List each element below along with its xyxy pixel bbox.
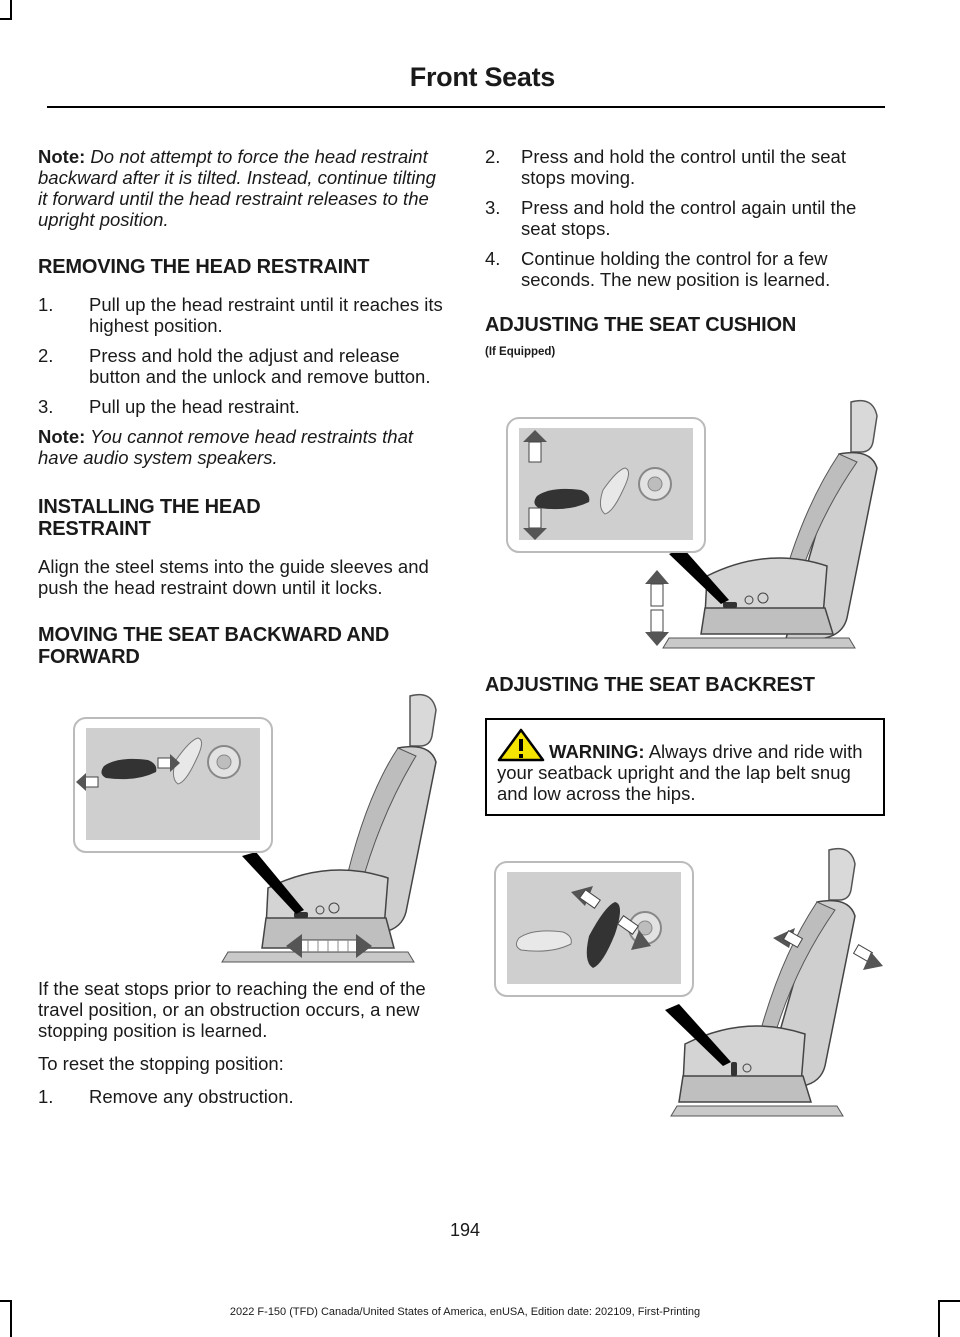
- heading-moving-seat: MOVING THE SEAT BACKWARD AND FORWARD: [38, 624, 390, 668]
- seat-illustration-svg: [485, 372, 885, 652]
- install-text: Align the steel stems into the guide sleeves and push the head restraint down until it locks.: [38, 556, 429, 598]
- heading-installing-head-restraint: INSTALLING THE HEAD RESTRAINT: [38, 496, 261, 540]
- heading-seat-cushion: ADJUSTING THE SEAT CUSHION: [485, 314, 797, 336]
- reset-steps-continued-list: [485, 146, 885, 290]
- crop-mark: [0, 1300, 12, 1302]
- reset-intro-text: To reset the stopping position:: [38, 1053, 284, 1074]
- note-audio-speakers: Note: You cannot remove head restraints that have audio system speakers.: [38, 426, 414, 468]
- warning-box: WARNING: Always drive and ride with your seatback upright and the lap belt snug and low across the hips.: [485, 718, 885, 816]
- title-rule: [47, 106, 885, 108]
- edition-footer: 2022 F-150 (TFD) Canada/United States of America, enUSA, Edition date: 202109, First-Printing: [229, 1306, 701, 1318]
- seat-fore-aft-illustration: [38, 678, 444, 964]
- crop-mark: [938, 1300, 960, 1302]
- list-item: 2. Press and hold the control until the seat stops moving.: [485, 146, 846, 188]
- seat-backrest-illustration: [485, 838, 885, 1128]
- remove-steps-list: [38, 294, 444, 417]
- page-number: 194: [449, 1220, 481, 1240]
- seat-illustration-svg: [38, 678, 444, 964]
- heading-seat-backrest: ADJUSTING THE SEAT BACKREST: [485, 674, 815, 696]
- crop-mark: [0, 18, 12, 20]
- if-equipped-label: (If Equipped): [485, 346, 556, 358]
- up-down-arrow-icon: [645, 570, 669, 646]
- crop-mark: [10, 0, 12, 20]
- crop-mark: [938, 1300, 940, 1337]
- list-item: 4. Continue holding the control for a few seconds. The new position is learned.: [485, 248, 831, 290]
- seat-illustration-svg: [485, 838, 885, 1128]
- list-item: 3. Press and hold the control again until the seat stops.: [485, 197, 857, 239]
- right-column: [485, 146, 885, 1142]
- note-head-restraint: Note: Do not attempt to force the head restraint backward after it is tilted. Instead, continue tilting it forward until the head restraint releases to the upright position.: [38, 146, 436, 230]
- list-item: 2. Press and hold the adjust and release button and the unlock and remove button.: [38, 345, 431, 387]
- warning-triangle-icon: [497, 728, 545, 762]
- reset-steps-list: [38, 1086, 444, 1107]
- stop-position-text: If the seat stops prior to reaching the end of the travel position, or an obstruction occurs, a new stopping position is learned.: [38, 978, 426, 1041]
- heading-removing-head-restraint: REMOVING THE HEAD RESTRAINT: [38, 256, 370, 278]
- list-item: 1. Remove any obstruction.: [38, 1086, 294, 1107]
- left-column: [38, 146, 444, 1116]
- seat-cushion-illustration: [485, 372, 885, 652]
- list-item: 1. Pull up the head restraint until it reaches its highest position.: [38, 294, 443, 336]
- page-title: Front Seats: [409, 62, 555, 92]
- list-item: 3. Pull up the head restraint.: [38, 396, 300, 417]
